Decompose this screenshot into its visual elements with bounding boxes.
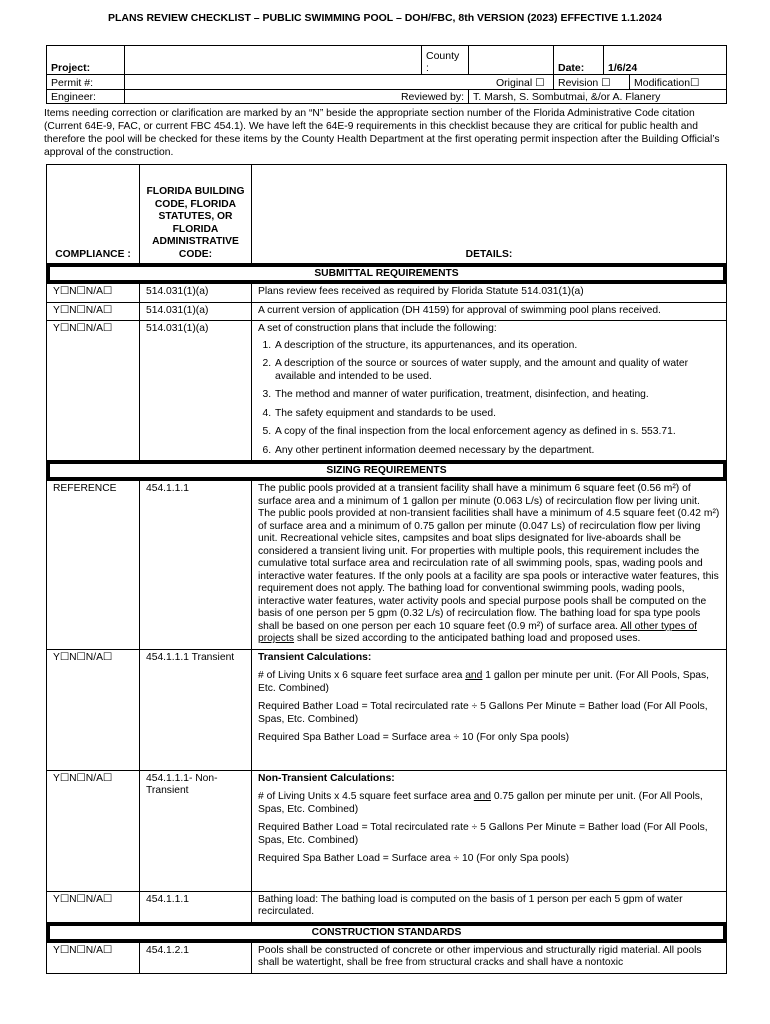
detail-text: Plans review fees received as required by Florida Statute 514.031(1)(a) <box>252 284 727 303</box>
compliance-reference: REFERENCE <box>47 481 140 650</box>
reviewers: T. Marsh, S. Sombutmai, &/or A. Flanery <box>469 90 727 104</box>
code-ref: 514.031(1)(a) <box>140 284 252 303</box>
calc-line: # of Living Units x 6 square feet surface area and 1 gallon per minute per unit. (For All Pools, Spas, Etc. Combined) <box>258 670 710 694</box>
date-label: Date: <box>554 46 604 75</box>
original-checkbox[interactable]: Original ☐ <box>496 77 545 89</box>
table-row <box>47 284 727 303</box>
requirements-list <box>258 340 720 458</box>
project-field[interactable] <box>125 46 422 75</box>
table-row <box>47 321 727 461</box>
detail-text: Pools shall be constructed of concrete or other impervious and structurally rigid material. All pools shall be watertight, shall be free from structural cracks and shall have a nontoxic <box>252 942 727 973</box>
engineer-label: Engineer: <box>47 90 125 104</box>
table-row <box>47 481 727 650</box>
calc-line: Required Bather Load = Total recirculated rate ÷ 5 Gallons Per Minute = Bather load (For All Pools, Spas, Etc. Combined) <box>258 822 708 846</box>
list-item: 2. A description of the source or sources of water supply, and the amount and quality of water available and intended to be used. <box>274 358 720 383</box>
page-title: PLANS REVIEW CHECKLIST – PUBLIC SWIMMING POOL – DOH/FBC, 8th VERSION (2023) EFFECTIVE 1.1.2024 <box>107 12 663 24</box>
detail-cell <box>252 321 727 461</box>
intro-paragraph: Items needing correction or clarification are marked by an “N” beside the appropriate section number of the Florida Administrative Code citation (Current 64E-9, FAC, or current FBC 454.1). We have left the 64E-9 requirements in this checklist because they are critical for public health and therefore the pool will be checked for these items by the County Health Department at the first operating permit inspection after the Building Official’s approval of the construction. <box>44 108 720 158</box>
code-ref: 454.1.2.1 <box>140 942 252 973</box>
section-sizing: SIZING REQUIREMENTS <box>47 461 726 480</box>
revision-checkbox[interactable]: Revision ☐ <box>554 75 630 90</box>
list-item: 4. The safety equipment and standards to be used. <box>274 408 720 421</box>
table-row <box>47 770 727 891</box>
compliance-checkboxes[interactable]: Y☐N☐N/A☐ <box>47 770 140 891</box>
county-label: County : <box>422 46 469 75</box>
code-ref: 454.1.1.1 <box>140 481 252 650</box>
detail-cell <box>252 481 727 650</box>
detail-text: A current version of application (DH 4159) for approval of swimming pool plans received. <box>252 302 727 321</box>
detail-text: The public pools provided at a transient facility shall have a minimum 6 square feet (0.56 m²) of surface area and a minimum of 1 gallon per minute (0.063 L/s) of recirculation flow per living unit. The public pools provided at non-transient facilities shall have a minimum of 4.5 square feet (0.42 m²) of surface area and a minimum of 0.75 gallon per minute (0.047 Ls) of recirculation flow per living unit. Recreational vehicle sites, campsites and boat slips designated for live-aboards shall be considered a transient living unit. For properties with multiple pools, this requirement includes the cumulative total surface area and recirculation rate of all swimming pools, spas, wading pools and interactive water features. If the only pools at a facility are spa pools or interactive water features, this requirement does not apply. The bathing load for conventional swimming pools, wading pools, interactive water features, water activity pools and special purpose pools shall be computed on the basis of one person per 5 gpm (0.32 L/s) of recirculation flow. The bathing load for spa type pools shall be based on one person per each 10 square feet (0.9 m²) of surface area. <box>258 483 720 632</box>
detail-text: Bathing load: The bathing load is computed on the basis of 1 person per each 5 gpm of water recirculated. <box>252 891 727 922</box>
compliance-checkboxes[interactable]: Y☐N☐N/A☐ <box>47 302 140 321</box>
calc-heading: Non-Transient Calculations: <box>258 772 395 784</box>
details-header: DETAILS: <box>252 165 727 264</box>
calc-line: Required Spa Bather Load = Surface area ÷ 10 (For only Spa pools) <box>258 732 570 743</box>
calc-line: # of Living Units x 4.5 square feet surface area and 0.75 gallon per minute per unit. (For All Pools, Spas, Etc. Combined) <box>258 791 703 815</box>
list-item: 3. The method and manner of water purification, treatment, disinfection, and heating. <box>274 389 720 402</box>
detail-cell <box>252 770 727 891</box>
table-row <box>47 302 727 321</box>
calc-line: Required Spa Bather Load = Surface area ÷ 10 (For only Spa pools) <box>258 853 570 864</box>
list-item: 6. Any other pertinent information deemed necessary by the department. <box>274 445 720 458</box>
compliance-checkboxes[interactable]: Y☐N☐N/A☐ <box>47 891 140 922</box>
table-row <box>47 649 727 770</box>
table-row <box>47 891 727 922</box>
compliance-checkboxes[interactable]: Y☐N☐N/A☐ <box>47 942 140 973</box>
code-header: FLORIDA BUILDING CODE, FLORIDA STATUTES, OR FLORIDA ADMINISTRATIVE CODE: <box>140 165 252 264</box>
code-ref: 454.1.1.1 Transient <box>140 649 252 770</box>
compliance-checkboxes[interactable]: Y☐N☐N/A☐ <box>47 284 140 303</box>
code-ref: 454.1.1.1 <box>140 891 252 922</box>
date-value[interactable]: 1/6/24 <box>604 46 727 75</box>
checklist-table <box>46 164 727 974</box>
reviewed-by-label: Reviewed by: <box>125 90 469 104</box>
detail-tail: shall be sized according to the anticipated bathing load and proposed uses. <box>294 633 641 644</box>
section-construction: CONSTRUCTION STANDARDS <box>47 923 726 942</box>
county-field[interactable] <box>469 46 554 75</box>
permit-label: Permit #: <box>47 75 125 90</box>
modification-checkbox[interactable]: Modification☐ <box>630 75 727 90</box>
code-ref: 454.1.1.1- Non-Transient <box>140 770 252 891</box>
project-label: Project: <box>47 46 125 75</box>
compliance-checkboxes[interactable]: Y☐N☐N/A☐ <box>47 649 140 770</box>
compliance-header: COMPLIANCE : <box>47 165 140 264</box>
calc-heading: Transient Calculations: <box>258 651 372 663</box>
detail-text: A set of construction plans that include the following: <box>258 323 497 334</box>
code-ref: 514.031(1)(a) <box>140 321 252 461</box>
code-ref: 514.031(1)(a) <box>140 302 252 321</box>
section-submittal: SUBMITTAL REQUIREMENTS <box>47 264 726 283</box>
list-item: 1. A description of the structure, its appurtenances, and its operation. <box>274 340 720 353</box>
list-item: 5. A copy of the final inspection from the local enforcement agency as defined in s. 553.71. <box>274 426 720 439</box>
project-header-table <box>46 45 727 104</box>
compliance-checkboxes[interactable]: Y☐N☐N/A☐ <box>47 321 140 461</box>
calc-line: Required Bather Load = Total recirculated rate ÷ 5 Gallons Per Minute = Bather load (For All Pools, Spas, Etc. Combined) <box>258 701 708 725</box>
permit-field[interactable] <box>125 75 554 90</box>
detail-underlined: All other types of projects <box>258 620 698 644</box>
detail-cell <box>252 649 727 770</box>
table-row <box>47 942 727 973</box>
